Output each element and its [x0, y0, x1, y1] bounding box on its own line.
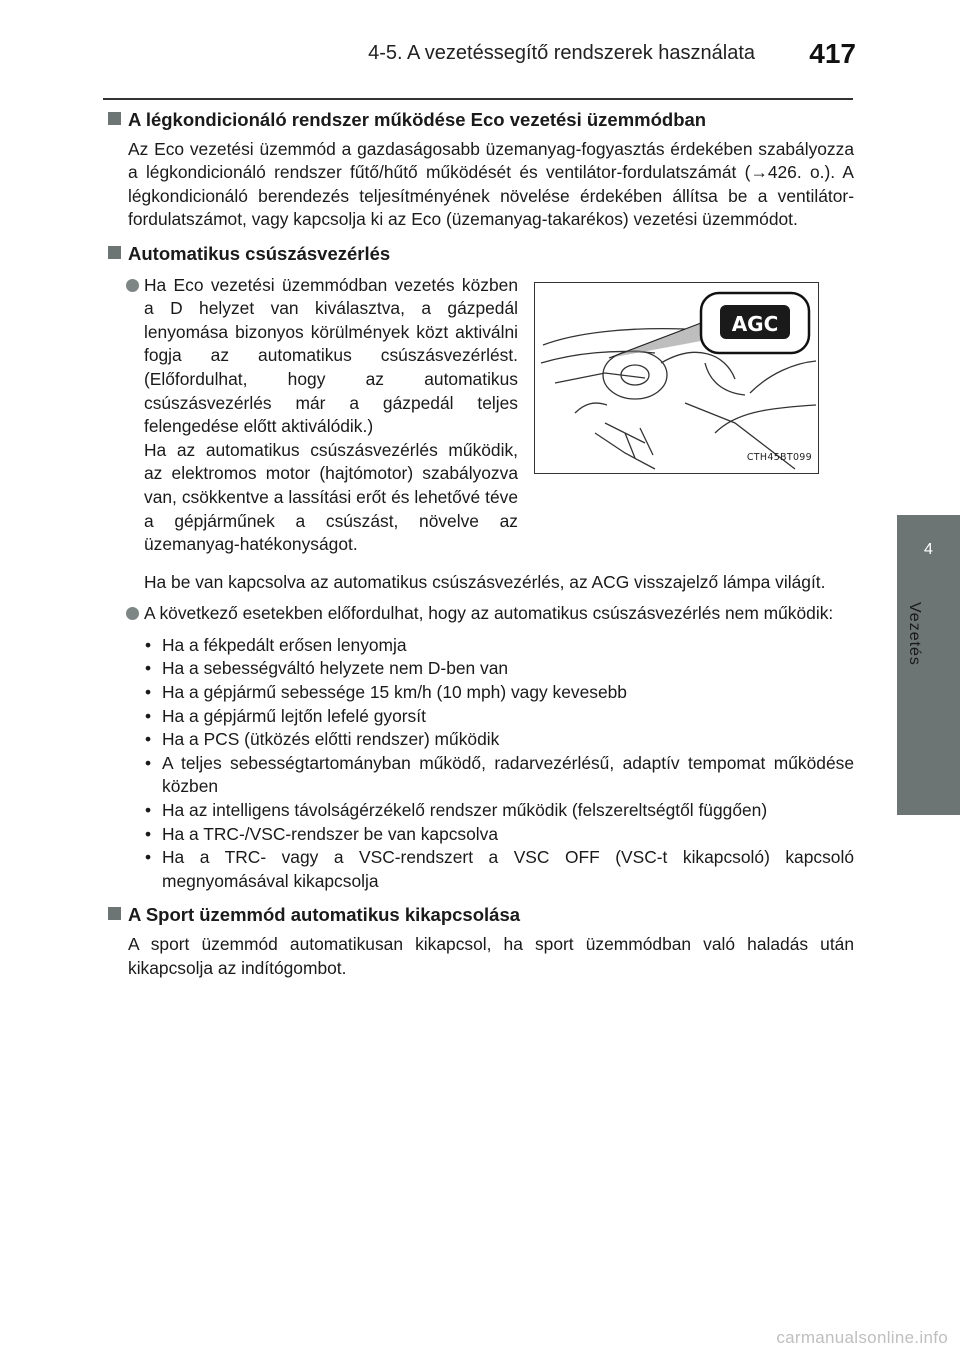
watermark-link[interactable]: carmanualsonline.info: [776, 1328, 948, 1347]
section-body-sport-mode: A sport üzemmód automatikusan kikapcsol, ha sport üzemmódban való haladás után kikapcsolja az indítógombot.: [128, 934, 854, 978]
square-bullet-icon: [108, 907, 121, 920]
text-figure-row: [144, 274, 854, 557]
side-tab-number: 4: [924, 541, 933, 558]
page-number: 417: [809, 38, 856, 69]
coasting-paragraph-3: Ha be van kapcsolva az automatikus csúszásvezérlés, az ACG visszajelző lámpa világít.: [144, 571, 826, 592]
list-item: • Ha a PCS (ütközés előtti rendszer) működik: [144, 728, 854, 752]
section-body-eco-ac: Az Eco vezetési üzemmód a gazdaságosabb üzemanyag-fogyasztás érdekében szabályozza a légkondicionáló rendszer fűtő/hűtő működését és ventilátor-fordulatszámát (→426. o.). A légkondicionáló berendezés teljesítményének növelése érdekében állítsa be a ventilátor-fordulatszámot, vagy kapcsolja ki az Eco (üzemanyag-takarékos) vezetési üzemmódot.: [128, 138, 854, 230]
chapter-title: 4-5. A vezetéssegítő rendszerek használata: [368, 42, 755, 64]
round-bullet-icon: [126, 607, 139, 620]
section-heading-text: A légkondicionáló rendszer működése Eco vezetési üzemmódban: [128, 109, 707, 130]
list-item: • A teljes sebességtartományban működő, radarvezérlésű, adaptív tempomat működése közben: [144, 752, 854, 799]
side-tab-label: Vezetés: [906, 602, 923, 666]
list-item: • Ha a gépjármű sebessége 15 km/h (10 mph) vagy kevesebb: [144, 681, 854, 705]
page-header: [0, 0, 960, 70]
header-divider: [103, 98, 853, 100]
dashboard-figure: [534, 282, 819, 474]
agc-badge-label: AGC: [731, 311, 779, 336]
coasting-bullet-1: [108, 274, 854, 595]
square-bullet-icon: [108, 246, 121, 259]
section-heading-coasting: [108, 242, 854, 266]
round-bullet-icon: [126, 279, 139, 292]
section-heading-text: A Sport üzemmód automatikus kikapcsolása: [128, 904, 521, 926]
list-item: • Ha a TRC- vagy a VSC-rendszert a VSC OFF (VSC-t kikapcsoló) kapcsoló megnyomásával kikapcsolja: [144, 846, 854, 893]
coasting-paragraph-1: Ha Eco vezetési üzemmódban vezetés közben a D helyzet van kiválasztva, a gázpedál lenyomása bizonyos körülmények közt aktiválni fogja az automatikus csúszásvezérlést. (Előfordulhat, hogy az automatikus csúszásvezérlés már a gázpedál teljes felengedése előtt aktiválódik.): [144, 274, 518, 437]
coasting-paragraph-2: Ha az automatikus csúszásvezérlés működik, az elektromos motor (hajtómotor) szabályozva van, csökkentve a lassítási erőt és lehetővé téve a gépjárműnek a csúszást, növelve az üzemanyag-hatékonyságot.: [144, 439, 518, 555]
conditions-list: [144, 634, 854, 894]
coasting-bullet-2: [108, 602, 854, 626]
square-bullet-icon: [108, 112, 121, 125]
list-item: • Ha a gépjármű lejtőn lefelé gyorsít: [144, 705, 854, 729]
list-item: • Ha a TRC-/VSC-rendszer be van kapcsolva: [144, 823, 854, 847]
coasting-conditions-intro: A következő esetekben előfordulhat, hogy az automatikus csúszásvezérlés nem működik:: [144, 603, 834, 624]
section-heading-sport-mode: [108, 903, 854, 927]
section-heading-text: Automatikus csúszásvezérlés: [128, 242, 391, 264]
list-item: • Ha a sebességváltó helyzete nem D-ben van: [144, 657, 854, 681]
figure-code: CTH45BT099: [746, 451, 812, 463]
page-content: [108, 108, 854, 980]
section-heading-eco-ac: [108, 108, 854, 132]
list-item: • Ha a fékpedált erősen lenyomja: [144, 634, 854, 658]
coasting-text: [144, 274, 518, 557]
list-item: • Ha az intelligens távolságérzékelő rendszer működik (felszereltségtől függően): [144, 799, 854, 823]
